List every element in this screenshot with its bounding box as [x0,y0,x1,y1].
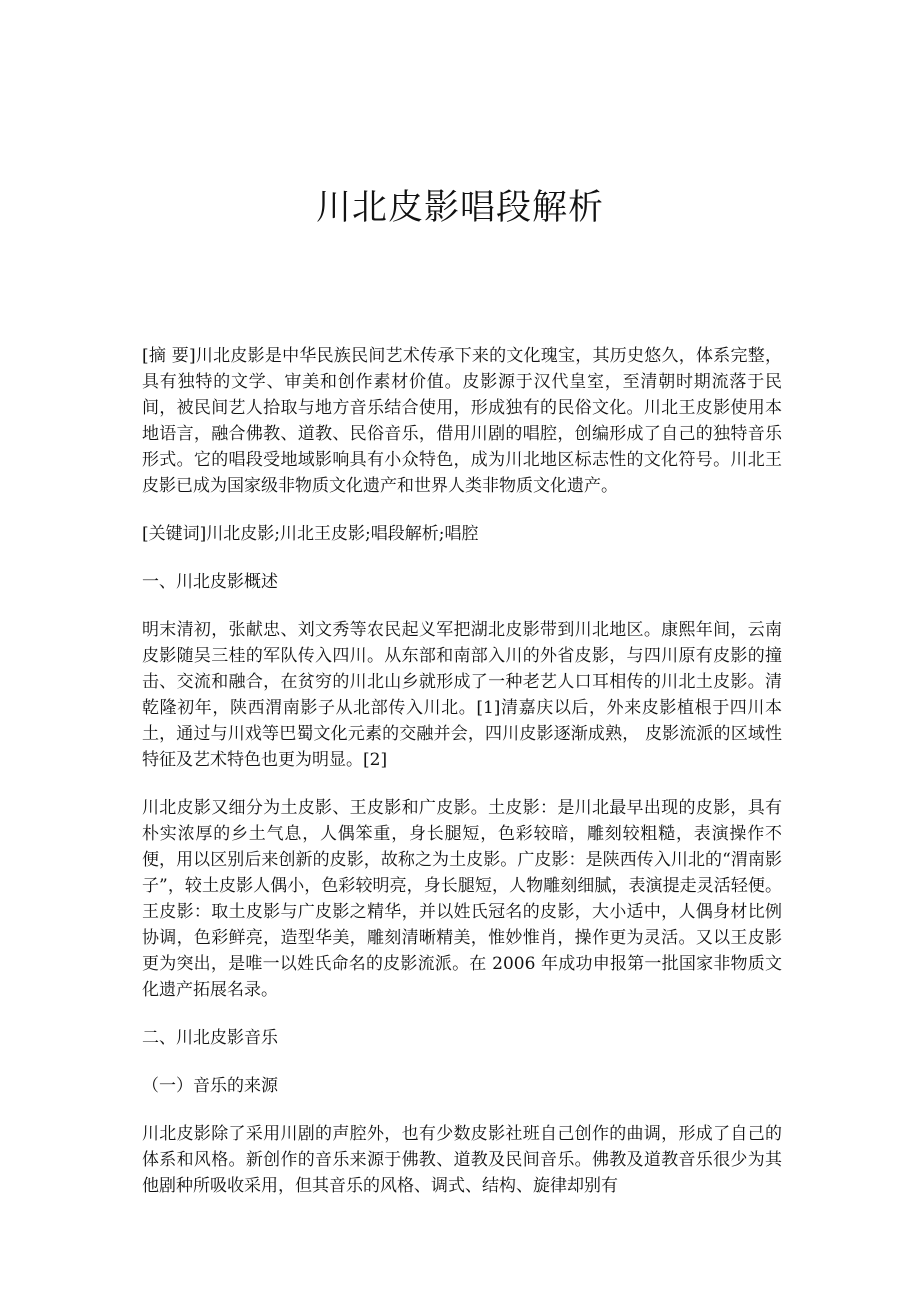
music-source-paragraph: 川北皮影除了采用川剧的声腔外，也有少数皮影社班自己创作的曲调，形成了自己的体系和风格。新创作的音乐来源于佛教、道教及民间音乐。佛教及道教音乐很少为其他剧种所吸收采用，但其音乐的风格、调式、结构、旋律却别有 [142,1124,782,1196]
subsection-heading-music-source: （一）音乐的来源 [142,1076,278,1096]
section-heading-music: 二、川北皮影音乐 [142,1028,278,1048]
document-title: 川北皮影唱段解析 [315,188,604,228]
document-body [142,343,782,1221]
abstract-paragraph: [摘 要]川北皮影是中华民族民间艺术传承下来的文化瑰宝，其历史悠久，体系完整，具有独特的文学、审美和创作素材价值。皮影源于汉代皇室，至清朝时期流落于民间，被民间艺人拾取与地方音乐结合使用，形成独有的民俗文化。川北王皮影使用本地语言，融合佛教、道教、民俗音乐，借用川剧的唱腔，创编形成了自己的独特音乐形式。它的唱段受地域影响具有小众特色，成为川北地区标志性的文化符号。川北王皮影已成为国家级非物质文化遗产和世界人类非物质文化遗产。 [142,346,782,496]
overview-paragraph-types: 川北皮影又细分为土皮影、王皮影和广皮影。土皮影：是川北最早出现的皮影，具有朴实浓厚的乡土气息，人偶笨重，身长腿短，色彩较暗，雕刻较粗糙，表演操作不便，用以区别后来创新的皮影，故称之为土皮影。广皮影：是陕西传入川北的“渭南影子”，较土皮影人偶小，色彩较明亮，身长腿短，人物雕刻细腻，表演提走灵活轻便。王皮影：取土皮影与广皮影之精华，并以姓氏冠名的皮影，大小适中，人偶身材比例协调，色彩鲜亮，造型华美，雕刻清晰精美，惟妙惟肖，操作更为灵活。又以王皮影更为突出，是唯一以姓氏命名的皮影流派。在 2006 年成功申报第一批国家非物质文化遗产拓展名录。 [142,798,782,1000]
keywords-line: [关键词]川北皮影;川北王皮影;唱段解析;唱腔 [142,524,479,544]
section-heading-overview: 一、川北皮影概述 [142,572,278,592]
overview-paragraph-history: 明末清初，张献忠、刘文秀等农民起义军把湖北皮影带到川北地区。康熙年间，云南皮影随吴三桂的军队传入四川。从东部和南部入川的外省皮影，与四川原有皮影的撞击、交流和融合，在贫穷的川北山乡就形成了一种老艺人口耳相传的川北土皮影。清乾隆初年，陕西渭南影子从北部传入川北。[1]清嘉庆以后，外来皮影植根于四川本土，通过与川戏等巴蜀文化元素的交融并会，四川皮影逐渐成熟， 皮影流派的区域性特征及艺术特色也更为明显。[2] [142,620,782,770]
